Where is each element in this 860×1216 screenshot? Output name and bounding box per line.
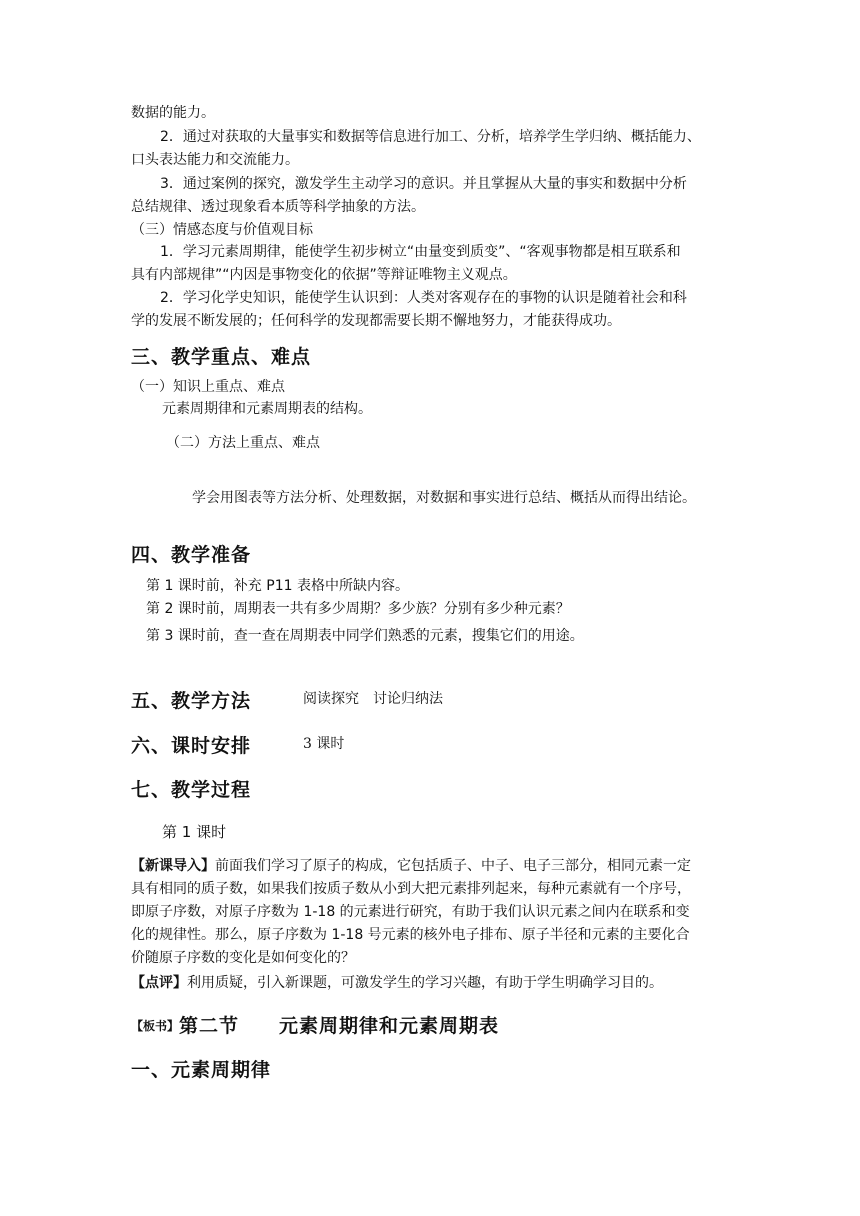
list-item: [146, 625, 584, 648]
board-title: 第二节 元素周期律和元素周期表: [179, 1015, 500, 1037]
paragraph-line: 2．学习化学史知识，能使学生认识到：人类对客观存在的事物的认识是随着社会和科: [160, 290, 687, 306]
paragraph-line: 1．学习元素周期律，能使学生初步树立“由量变到质变”、“客观事物都是相互联系和: [160, 244, 681, 260]
list-item: [146, 598, 570, 621]
paragraph-line: 即原子序数，对原子序数为 1-18 的元素进行研究，有助于我们认识元素之间内在联系和变: [131, 904, 690, 920]
subheading: （二）方法上重点、难点: [166, 435, 320, 451]
class-hours: 3 课时: [303, 736, 345, 752]
paragraph-line: 具有相同的质子数，如果我们按质子数从小到大把元素排列起来，每种元素就有一个序号，: [131, 881, 691, 897]
list-item: [146, 575, 409, 598]
paragraph-line: 2．通过对获取的大量事实和数据等信息进行加工、分析，培养学生学归纳、概括能力、: [160, 129, 701, 145]
paragraph-line: 学会用图表等方法分析、处理数据，对数据和事实进行总结、概括从而得出结论。: [192, 490, 696, 506]
list-item-label: 第 1 课时前，: [146, 578, 234, 594]
comment-tag: 【点评】: [131, 975, 187, 991]
teaching-method: 阅读探究 讨论归纳法: [303, 691, 443, 707]
list-item-label: 第 3 课时前，: [146, 628, 234, 644]
paragraph-line: 价随原子序数的变化是如何变化的？: [131, 950, 355, 966]
list-item-text: 查一查在周期表中同学们熟悉的元素，搜集它们的用途。: [233, 628, 584, 644]
paragraph-line: [131, 855, 691, 878]
paragraph-line: 学的发展不断发展的；任何科学的发现都需要长期不懈地努力，才能获得成功。: [131, 313, 621, 329]
paragraph-line: 具有内部规律”“内因是事物变化的依据”等辩证唯物主义观点。: [131, 267, 517, 283]
paragraph-line: 总结规律、透过现象看本质等科学抽象的方法。: [131, 199, 425, 215]
board-heading: [131, 1011, 499, 1038]
paragraph-line: 口头表达能力和交流能力。: [131, 152, 299, 168]
list-item-text: 周期表一共有多少周期？多少族？分别有多少种元素？: [233, 601, 570, 617]
section-heading-5: 五、教学方法: [131, 690, 252, 712]
lesson-label: 第 1 课时: [162, 823, 227, 841]
subheading: （一）知识上重点、难点: [131, 379, 285, 395]
paragraph-line: 3．通过案例的探究，激发学生主动学习的意识。并且掌握从大量的事实和数据中分析: [160, 176, 687, 192]
comment-text: 利用质疑，引入新课题，可激发学生的学习兴趣，有助于学生明确学习目的。: [187, 975, 663, 991]
part-heading: 一、元素周期律: [131, 1059, 272, 1081]
section-heading-7: 七、教学过程: [131, 779, 252, 801]
comment-line: [131, 972, 663, 995]
section-heading-4: 四、教学准备: [131, 544, 252, 566]
paragraph-line: 化的规律性。那么，原子序数为 1-18 号元素的核外电子排布、原子半径和元素的主要化合: [131, 927, 690, 943]
list-item-label: 第 2 课时前，: [146, 601, 234, 617]
section-heading-3: 三、教学重点、难点: [131, 346, 312, 368]
intro-tag: 【新课导入】: [131, 858, 215, 874]
board-tag: 【板书】: [131, 1019, 180, 1033]
section-heading-6: 六、课时安排: [131, 735, 252, 757]
paragraph-line: 元素周期律和元素周期表的结构。: [162, 401, 372, 417]
intro-text: 前面我们学习了原子的构成，它包括质子、中子、电子三部分，相同元素一定: [215, 858, 691, 874]
subheading: （三）情感态度与价值观目标: [131, 222, 313, 238]
paragraph-line: 数据的能力。: [131, 105, 215, 121]
list-item-text: 补充 P11 表格中所缺内容。: [233, 578, 409, 594]
